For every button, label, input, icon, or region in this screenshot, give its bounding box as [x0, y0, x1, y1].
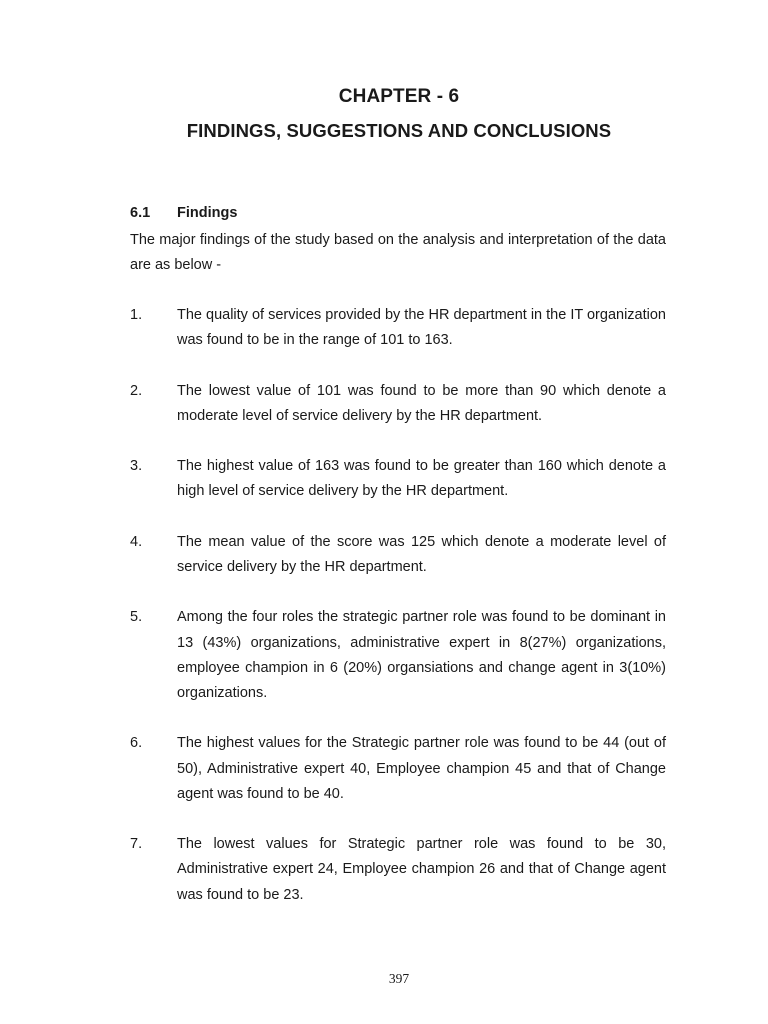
section-intro: The major findings of the study based on the analysis and interpretation of the data are as below - [130, 232, 666, 273]
section-heading [130, 205, 237, 221]
finding-item [130, 303, 666, 353]
finding-number: 2. [130, 382, 143, 399]
finding-number: 4. [130, 533, 143, 550]
page-number: 397 [388, 971, 410, 986]
finding-number: 7. [130, 836, 143, 853]
finding-text: Among the four roles the strategic partner role was found to be dominant in 13 (43%) organizations, administrative expert in 8(27%) organizations, employee champion in 6 (20%) organsiations and change agent in 3(10%) organizations. [177, 609, 666, 701]
finding-item [130, 454, 666, 504]
finding-number: 3. [130, 458, 143, 475]
finding-text: The quality of services provided by the HR department in the IT organization was found to be in the range of 101 to 163. [177, 307, 666, 349]
chapter-label: CHAPTER - 6 [338, 86, 460, 107]
section-title: Findings [177, 205, 238, 221]
section-number: 6.1 [130, 205, 151, 221]
finding-text: The highest values for the Strategic partner role was found to be 44 (out of 50), Administrative expert 40, Employee champion 45 and that of Change agent was found to be 40. [177, 735, 666, 802]
finding-text: The highest value of 163 was found to be greater than 160 which denote a high level of service delivery by the HR department. [177, 458, 666, 500]
finding-text: The lowest values for Strategic partner role was found to be 30, Administrative expert 24, Employee champion 26 and that of Change agent was found to be 23. [177, 836, 666, 903]
finding-item [130, 731, 666, 807]
finding-number: 5. [130, 609, 143, 626]
findings-list [130, 303, 666, 933]
finding-item [130, 605, 666, 706]
finding-number: 1. [130, 307, 143, 323]
finding-item [130, 530, 666, 580]
chapter-title: FINDINGS, SUGGESTIONS AND CONCLUSIONS [186, 120, 612, 141]
finding-number: 6. [130, 735, 143, 752]
finding-text: The lowest value of 101 was found to be more than 90 which denote a moderate level of service delivery by the HR department. [177, 382, 666, 424]
finding-item [130, 379, 666, 429]
finding-item [130, 832, 666, 908]
finding-text: The mean value of the score was 125 which denote a moderate level of service delivery by the HR department. [177, 533, 666, 575]
